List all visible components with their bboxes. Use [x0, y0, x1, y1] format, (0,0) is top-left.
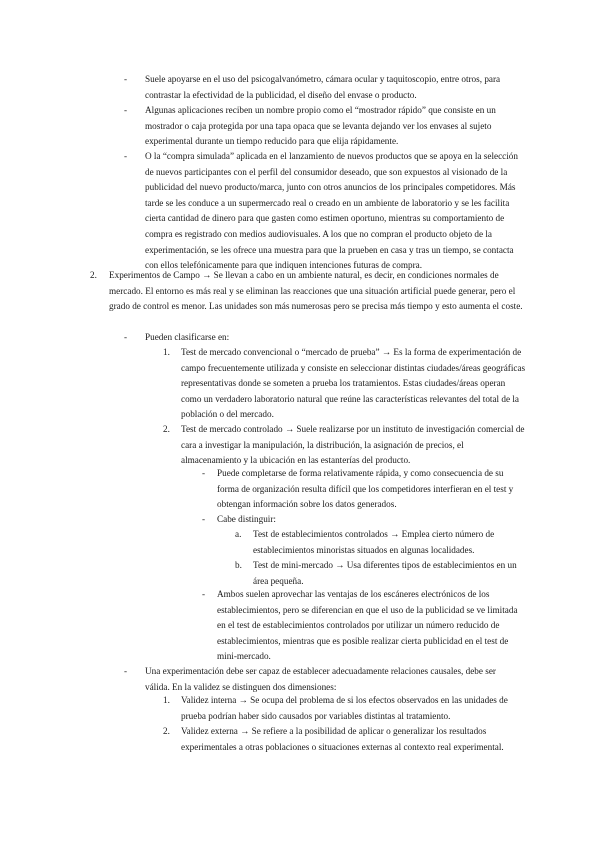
list-item — [163, 422, 526, 469]
list-marker: - — [124, 105, 128, 115]
list-item — [202, 587, 527, 665]
list-marker: - — [124, 151, 128, 161]
list-item — [124, 149, 528, 274]
list-item — [124, 330, 515, 346]
list-item — [124, 72, 520, 103]
list-item-text: Test de mercado controlado → Suele realizarse por un instituto de investigación comercial de cara a investigar la manipulación, la distribución, la asignación de precios, el almacenamiento y la ubicación en las estanterías del producto. — [181, 424, 525, 466]
list-marker: b. — [235, 560, 242, 570]
list-item — [202, 466, 527, 513]
list-marker: 1. — [163, 695, 170, 705]
list-marker: a. — [235, 529, 242, 539]
list-item-text: Cabe distinguir: — [217, 514, 276, 524]
list-marker: - — [124, 332, 128, 342]
list-item — [202, 512, 527, 528]
list-item-text: Ambos suelen aprovechar las ventajas de los escáneres electrónicos de los establecimientos, pero se diferencian en que el uso de la publicidad se ve limitada en el test de establecimientos controlados por utilizar un número reducido de establecimientos, mientras que es posible realizar cierta publicidad en el test de mini-mercado. — [217, 589, 518, 662]
list-item-text: Pueden clasificarse en: — [145, 332, 230, 342]
list-item — [235, 558, 528, 589]
list-marker: - — [202, 468, 206, 478]
list-item-text: Una experimentación debe ser capaz de establecer adecuadamente relaciones causales, debe ser válida. En la validez se distinguen dos dimensiones: — [145, 666, 496, 692]
list-item-text: Experimentos de Campo → Se llevan a cabo en un ambiente natural, es decir, en condiciones normales de mercado. El entorno es más real y se eliminan las reacciones que una situación artificial puede generar, pero el grado de control es menor. Las unidades son más numerosas pero se precisa más tiempo y esto aumenta el coste. — [109, 270, 523, 312]
list-item-text: Validez externa → Se refiere a la posibilidad de aplicar o generalizar los resultados experimentales a otras poblaciones o situaciones externas al contexto real experimental. — [181, 726, 504, 752]
list-marker: - — [202, 589, 206, 599]
list-marker: - — [124, 74, 128, 84]
list-item-text: Test de mini-mercado → Usa diferentes tipos de establecimientos en un área pequeña. — [253, 560, 517, 586]
list-item — [235, 527, 528, 558]
list-marker: 2. — [90, 270, 97, 280]
list-item — [124, 103, 520, 150]
list-marker: 2. — [163, 726, 170, 736]
list-item-text: Algunas aplicaciones reciben un nombre propio como el “mostrador rápido” que consiste en un mostrador o caja protegida por una tapa opaca que se levanta dejando ver los envases al sujeto experimental durante un tiempo reducido para que elija rápidamente. — [145, 105, 496, 147]
list-item — [90, 268, 529, 315]
list-marker: - — [124, 666, 128, 676]
list-item — [163, 693, 526, 724]
list-item-text: Puede completarse de forma relativamente rápida, y como consecuencia de su forma de organización resulta difícil que los competidores interfieran en el test y obtengan información sobre los datos generados. — [217, 468, 514, 510]
list-item-text: O la “compra simulada” aplicada en el lanzamiento de nuevos productos que se apoya en la selección de nuevos participantes con el perfil del consumidor deseado, que son expuestos al visionado de la publicidad del nuevo producto/marca, junto con otros anuncios de los principales competidores. Más tarde se les conduce a un supermercado real o creado en un ambiente de laboratorio y se les facilita cierta cantidad de dinero para que gasten como estimen oportuno, mientras su comportamiento de compra es registrado con medios audiovisuales. A los que no compran el producto objeto de la experimentación, se les ofrece una muestra para que la prueben en casa y tras un tiempo, se contacta con ellos telefónicamente para que indiquen intenciones futuras de compra. — [145, 151, 518, 271]
list-item-text: Validez interna → Se ocupa del problema de si los efectos observados en las unidades de prueba podrían haber sido causados por variables distintas al tratamiento. — [181, 695, 508, 721]
list-item-text: Test de mercado convencional o “mercado de prueba” → Es la forma de experimentación de campo frecuentemente utilizada y consiste en seleccionar distintas ciudades/áreas geográficas representativas donde se someten a prueba los tratamientos. Estas ciudades/áreas operan como un verdadero laboratorio natural que reúne las características relevantes del total de la población o del mercado. — [181, 347, 526, 420]
list-item — [163, 724, 526, 755]
list-item-text: Suele apoyarse en el uso del psicogalvanómetro, cámara ocular y taquitoscopio, entre otros, para contrastar la efectividad de la publicidad, el diseño del envase o producto. — [145, 74, 501, 100]
list-marker: 1. — [163, 347, 170, 357]
list-item-text: Test de establecimientos controlados → Emplea cierto número de establecimientos minoristas situados en algunas localidades. — [253, 529, 495, 555]
list-marker: 2. — [163, 424, 170, 434]
list-item — [124, 664, 520, 695]
list-marker: - — [202, 514, 206, 524]
list-item — [163, 345, 526, 423]
